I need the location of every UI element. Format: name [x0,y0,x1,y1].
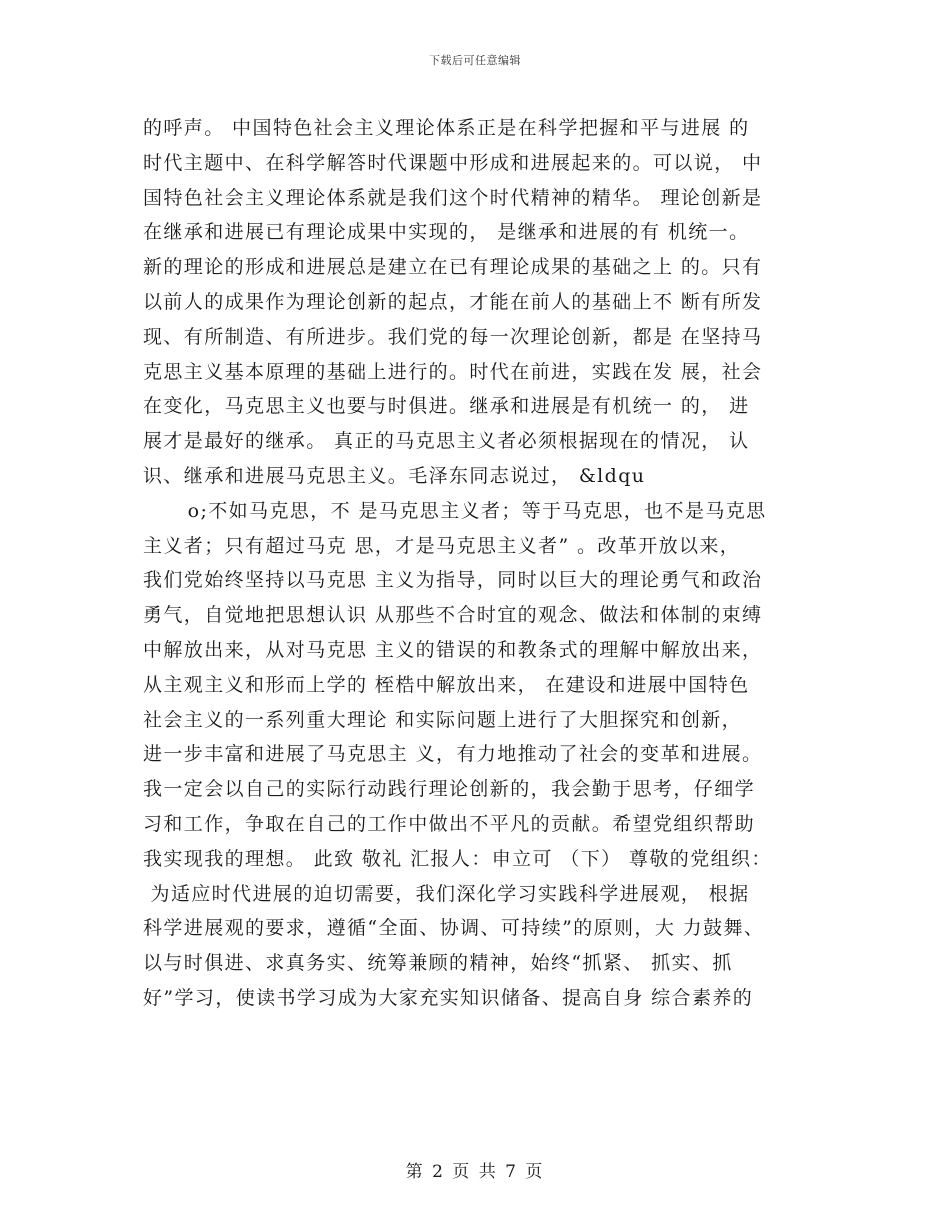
text-line: 以前人的成果作为理论创新的起点，才能在前人的基础上不 断有所发 [143,290,763,313]
text-line: 克思主义基本原理的基础上进行的。时代在前进，实践在发 展，社会 [143,360,763,383]
text-line: 习和工作，争取在自己的工作中做出不平凡的贡献。希望党组织帮助 [143,812,756,835]
document-body [143,111,843,1016]
text-line: 展才是最好的继承。 真正的马克思主义者必须根据现在的情况， 认 [143,430,750,453]
text-line: 我们党始终坚持以马克思 主义为指导，同时以巨大的理论勇气和政治 [143,569,763,592]
text-line: 现、有所制造、有所进步。我们党的每一次理论创新，都是 在坚持马 [143,325,763,348]
text-line: 好”学习，使读书学习成为大家充实知识储备、提高自身 综合素养的 [143,986,754,1009]
text-line: 在继承和进展已有理论成果中实现的， 是继承和进展的有 机统一。 [143,221,750,244]
text-line: 国特色社会主义理论体系就是我们这个时代精神的精华。 理论创新是 [143,186,763,209]
text-line: 社会主义的一系列重大理论 和实际问题上进行了大胆探究和创新， [143,708,743,731]
text-line: 以与时俱进、求真务实、统筹兼顾的精神，始终“抓紧、 抓实、抓 [143,952,733,975]
text-line: 时代主题中、在科学解答时代课题中形成和进展起来的。可以说， 中 [143,151,763,174]
text-line: 勇气，自觉地把思想认识 从那些不合时宜的观念、做法和体制的束缚 [143,604,763,627]
page-header: 下载后可任意编辑 [429,54,521,67]
text-line: 我一定会以自己的实际行动践行理论创新的，我会勤于思考，仔细学 [143,778,756,801]
text-line: 新的理论的形成和进展总是建立在已有理论成果的基础之上 的。只有 [143,256,763,279]
text-line: 进一步丰富和进展了马克思主 义，有力地推动了社会的变革和进展。 [143,743,763,766]
text-line: o;不如马克思，不 是马克思主义者；等于马克思，也不是马克思 [143,499,767,522]
text-line: 中解放出来，从对马克思 主义的错误的和教条式的理解中解放出来， [143,638,763,661]
text-line: 从主观主义和形而上学的 桎梏中解放出来， 在建设和进展中国特色 [143,673,750,696]
text-line: 的呼声。 中国特色社会主义理论体系正是在科学把握和平与进展 的 [143,117,750,139]
text-line: 为适应时代进展的迫切需要，我们深化学习实践科学进展观， 根据 [143,882,750,905]
text-line: 识、继承和进展马克思主义。毛泽东同志说过， &ldqu [143,464,646,487]
page-number: 第 2 页 共 7 页 [405,1162,545,1182]
text-line: 主义者；只有超过马克 思，才是马克思主义者” 。改革开放以来， [143,534,741,557]
text-line: 在变化，马克思主义也要与时俱进。继承和进展是有机统一 的， 进 [143,395,750,418]
text-line: 我实现我的理想。 此致 敬礼 汇报人：申立可 （下） 尊敬的党组织： [143,847,772,870]
text-line: 科学进展观的要求，遵循“全面、协调、可持续”的原则，大 力鼓舞、 [143,917,765,940]
